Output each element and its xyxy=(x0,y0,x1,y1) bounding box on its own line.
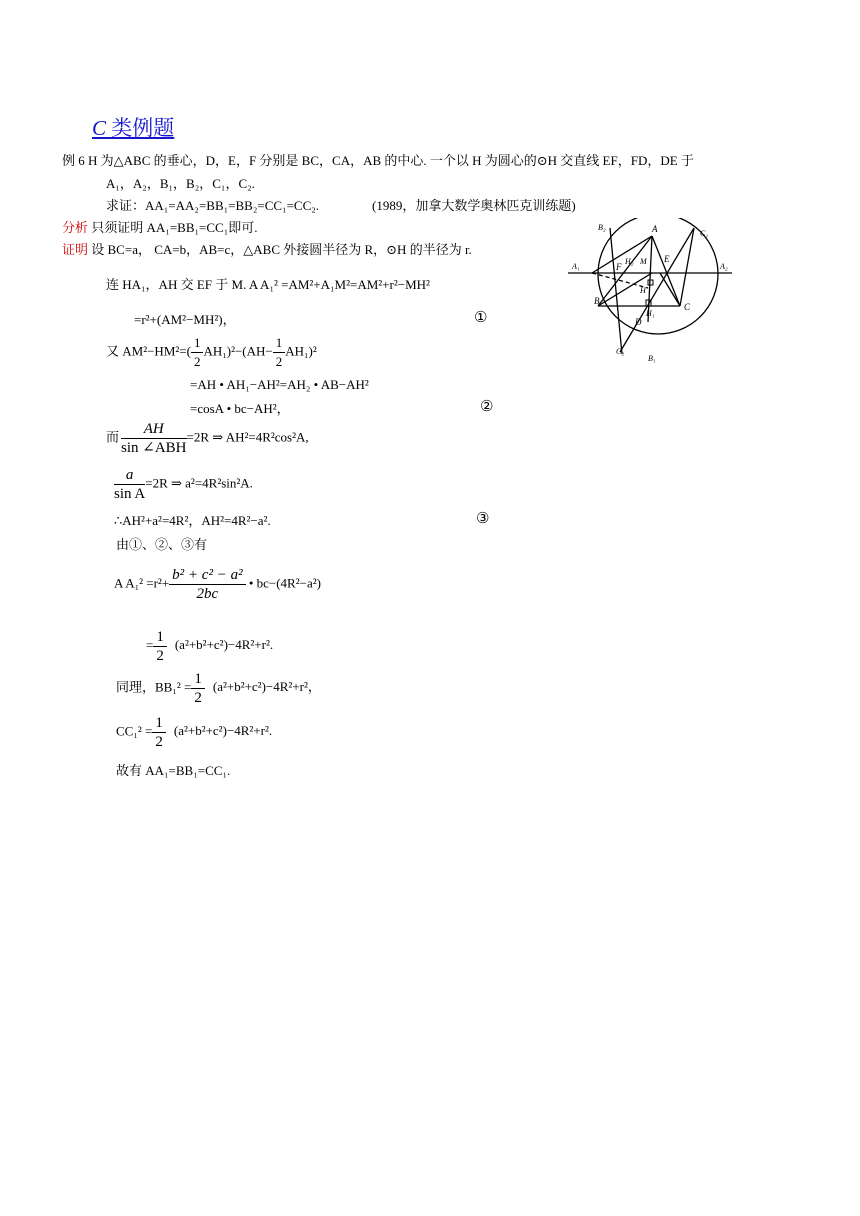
analysis-label: 分析 xyxy=(62,220,89,235)
proof-step-3 xyxy=(106,334,317,371)
proof-step-13 xyxy=(116,714,272,751)
fraction-den: 2 xyxy=(194,690,202,706)
fraction-half xyxy=(152,714,166,751)
proof-conclusion: 故有 AA₁=BB₁=CC₁. xyxy=(116,763,231,778)
label-b: B xyxy=(594,296,600,306)
fraction-half xyxy=(153,628,167,665)
fraction-den: 2 xyxy=(193,354,201,369)
segment-e-c xyxy=(660,273,680,306)
equation-mark-3: ③ xyxy=(476,511,490,527)
problem-source: (1989，加拿大数学奥林匹克训练题) xyxy=(372,198,576,213)
step13-post: (a²+b²+c²)−4R²+r². xyxy=(173,723,273,739)
fraction-num: a xyxy=(114,466,145,485)
label-m: M xyxy=(640,257,647,266)
label-b2: B₂ xyxy=(598,223,606,232)
fraction-num: AH xyxy=(121,420,187,439)
analysis-text: 只须证明 AA₁=BB₁=CC₁即可. xyxy=(91,220,258,235)
section-heading xyxy=(92,112,174,142)
fraction-num: 1 xyxy=(191,670,205,689)
proof-step-6 xyxy=(106,420,309,457)
label-a2: A₂ xyxy=(720,262,728,271)
step3-pre: 又 AM²−HM²=( xyxy=(106,343,191,359)
proof-setup: 设 BC=a， CA=b，AB=c，△ABC 外接圆半径为 R，⊙H 的半径为 r. xyxy=(91,242,472,257)
label-a1: A₁ xyxy=(572,262,580,271)
proof-step-9: 由①、②、③有 xyxy=(116,537,208,552)
fraction-half xyxy=(273,334,286,371)
proof-step-5: =cosA • bc−AH²， xyxy=(190,401,290,416)
step3-mid: AH₁)²−(AH− xyxy=(203,343,273,359)
label-f: F xyxy=(616,262,622,272)
fraction-a xyxy=(114,466,145,503)
fraction-num: 1 xyxy=(153,628,167,647)
fraction-den: 2 xyxy=(155,734,163,750)
heading-letter: C xyxy=(92,116,107,140)
proof-step-10 xyxy=(114,566,321,603)
fraction-den: 2 xyxy=(275,354,283,369)
step10-pre: A A₁² =r²+ xyxy=(114,575,170,591)
fraction-half xyxy=(191,334,204,371)
step12-pre: 同理，BB₁² = xyxy=(116,679,192,695)
line-b2 xyxy=(610,228,625,356)
fraction-num: 1 xyxy=(191,334,204,353)
fraction-num: b² + c² − a² xyxy=(169,566,245,585)
fraction-cos xyxy=(169,566,245,603)
problem-line-2: A₁，A₂，B₁，B₂，C₁，C₂. xyxy=(106,176,255,191)
step3-post: AH₁)² xyxy=(285,343,317,359)
proof-step-4: =AH • AH₁−AH²=AH₂ • AB−AH² xyxy=(190,377,369,392)
label-h2: H₂ xyxy=(625,257,634,266)
heading-text: 类例题 xyxy=(106,116,175,140)
label-b1: B₁ xyxy=(648,354,656,363)
proof-step-8: ∴AH²+a²=4R²，AH²=4R²−a². xyxy=(114,513,271,528)
step13-pre: CC₁² = xyxy=(116,723,153,739)
fraction-den: 2 xyxy=(156,648,164,664)
label-h1: H₁ xyxy=(646,309,655,318)
fraction-ah xyxy=(121,420,187,457)
fraction-den: sin A xyxy=(114,486,146,502)
label-d: D xyxy=(635,317,642,327)
proof-step-1: 连 HA₁，AH 交 EF 于 M. A A₁² =AM²+A₁M²=AM²+r²−MH² xyxy=(106,277,430,292)
step6-post: =2R ⇒ AH²=4R²cos²A, xyxy=(186,429,309,445)
step7-post: =2R ⇒ a²=4R²sin²A. xyxy=(145,475,253,491)
step12-post: (a²+b²+c²)−4R²+r²， xyxy=(212,679,321,695)
proof-step-2: =r²+(AM²−MH²)， xyxy=(134,312,236,327)
proof-step-11: = $\frac{1}{2}$ (a²+b²+c²)−4R²+r². xyxy=(146,629,274,664)
step6-pre: 而 xyxy=(106,429,120,445)
label-c1: C₁ xyxy=(700,229,709,238)
label-a: A xyxy=(652,224,658,234)
equation-mark-1: ① xyxy=(474,310,488,326)
proof-label: 证明 xyxy=(62,242,89,257)
proof-step-12 xyxy=(116,670,321,707)
step11-post: (a²+b²+c²)−4R²+r². xyxy=(174,637,274,653)
problem-prove: 求证：AA₁=AA₂=BB₁=BB₂=CC₁=CC₂. xyxy=(106,198,320,213)
side-ac xyxy=(652,236,680,306)
equation-mark-2: ② xyxy=(480,399,494,415)
geometry-figure xyxy=(560,218,740,368)
problem-line-1: 例 6 H 为△ABC 的垂心，D，E，F 分别是 BC，CA，AB 的中心. 一个以 H 为圆心的⊙H 交直线 EF，FD，DE 于 xyxy=(62,153,694,168)
proof-step-7 xyxy=(114,466,253,503)
fraction-den: 2bc xyxy=(196,586,219,602)
fraction-half xyxy=(191,670,205,707)
label-c2: C₂ xyxy=(616,347,625,356)
step10-post: • bc−(4R²−a²) xyxy=(245,575,321,591)
fraction-num: 1 xyxy=(152,714,166,733)
label-e: E xyxy=(664,254,670,264)
fraction-num: 1 xyxy=(273,334,286,353)
label-c: C xyxy=(684,302,691,312)
side-ab xyxy=(598,236,652,306)
label-h: H xyxy=(640,286,646,295)
fraction-den: sin ∠ABH xyxy=(121,440,187,456)
proof-setup-line xyxy=(62,241,472,259)
analysis-line xyxy=(62,219,258,237)
